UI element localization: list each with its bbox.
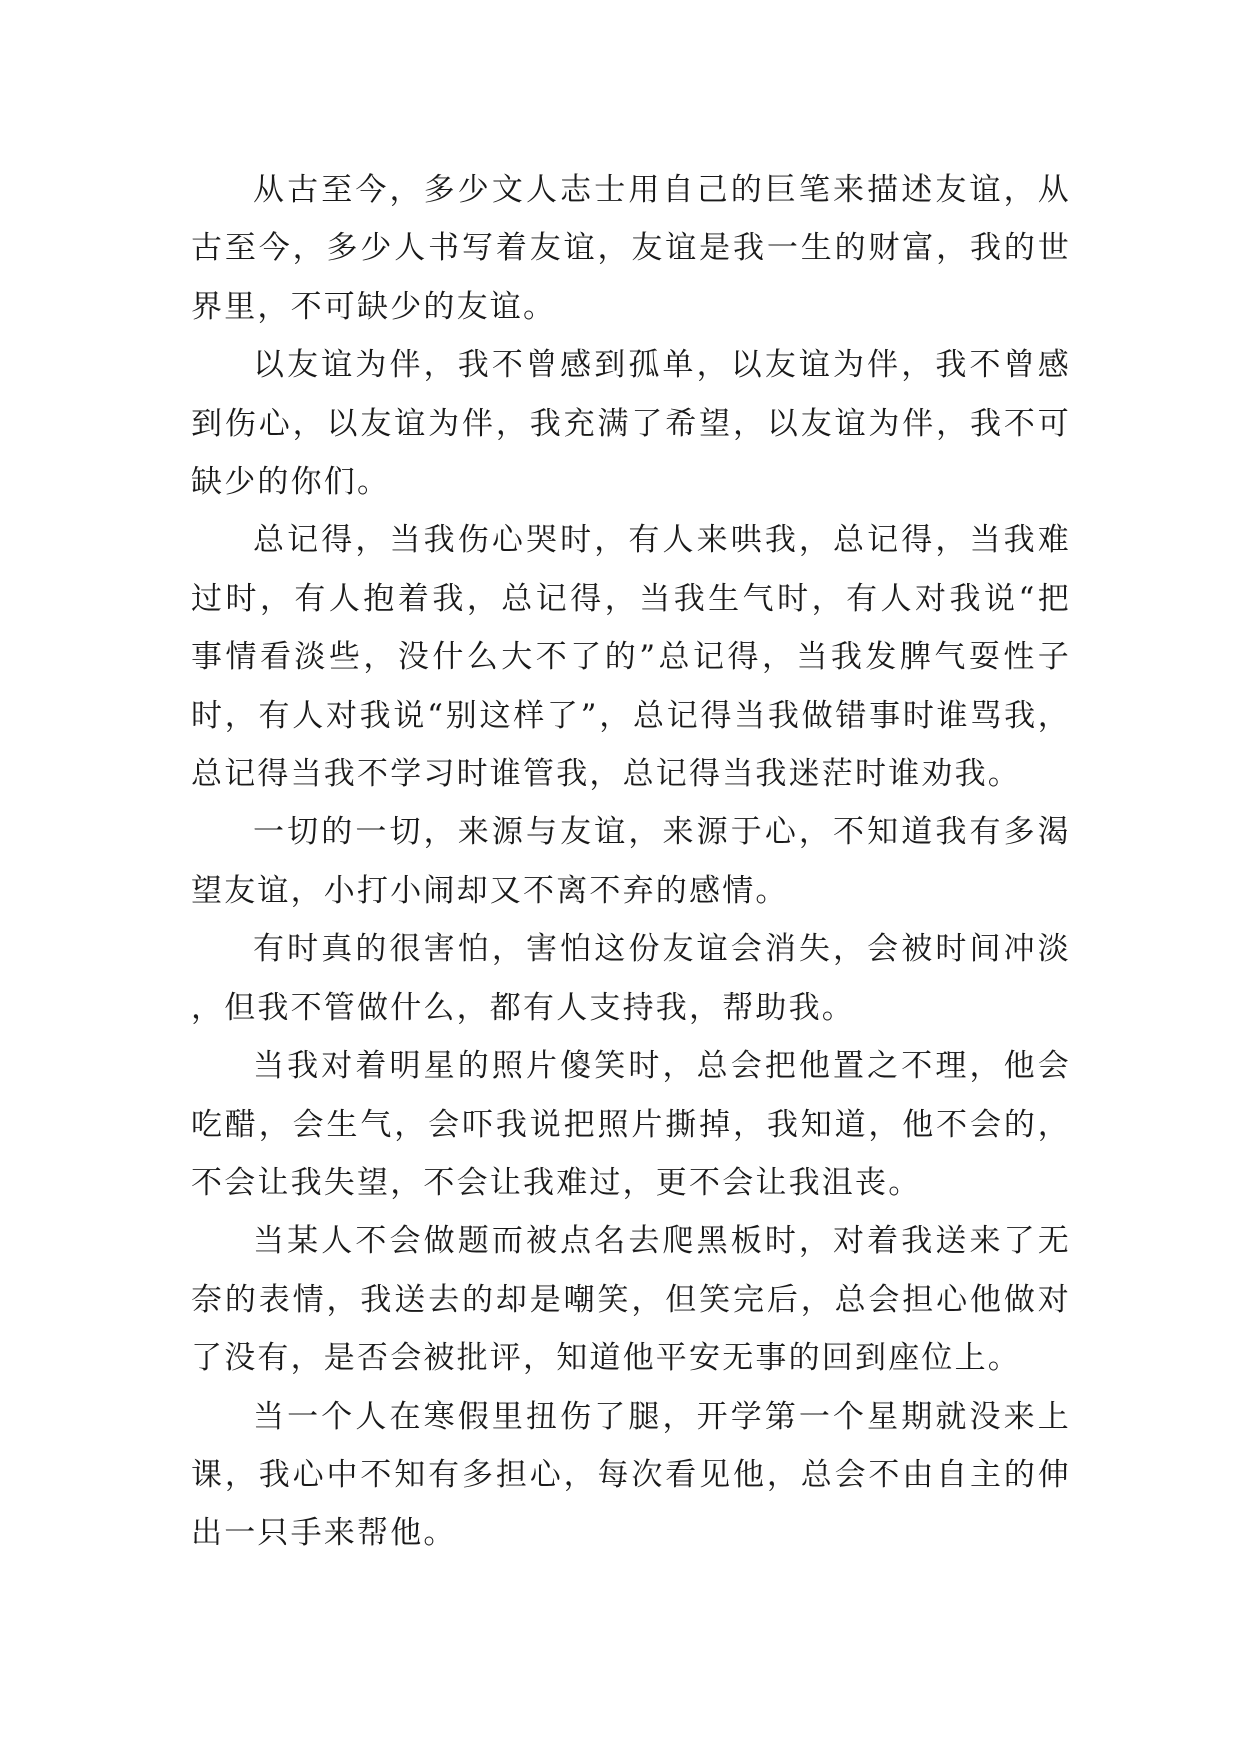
paragraph-3: 总记得，当我伤心哭时，有人来哄我，总记得，当我难过时，有人抱着我，总记得，当我生气时，有人对我说“把事情看淡些，没什么大不了的”总记得，当我发脾气耍性子时，有人对我说“别这样了”，总记得当我做错事时谁骂我，总记得当我不学习时谁管我，总记得当我迷茫时谁劝我。 <box>191 522 1071 793</box>
document-body <box>191 161 1071 1563</box>
paragraph-8: 当一个人在寒假里扭伤了腿，开学第一个星期就没来上课，我心中不知有多担心，每次看见他，总会不由自主的伸出一只手来帮他。 <box>191 1398 1071 1552</box>
paragraph-4: 一切的一切，来源与友谊，来源于心，不知道我有多渴望友谊，小打小闹却又不离不弃的感情。 <box>191 814 1071 909</box>
paragraph-5: 有时真的很害怕，害怕这份友谊会消失，会被时间冲淡，但我不管做什么，都有人支持我，帮助我。 <box>191 931 1071 1026</box>
paragraph-2: 以友谊为伴，我不曾感到孤单，以友谊为伴，我不曾感到伤心，以友谊为伴，我充满了希望，以友谊为伴，我不可缺少的你们。 <box>191 347 1071 501</box>
paragraph-1: 从古至今，多少文人志士用自己的巨笔来描述友谊，从古至今，多少人书写着友谊，友谊是我一生的财富，我的世界里，不可缺少的友谊。 <box>191 172 1071 325</box>
paragraph-6: 当我对着明星的照片傻笑时，总会把他置之不理，他会吃醋，会生气，会吓我说把照片撕掉，我知道，他不会的，不会让我失望，不会让我难过，更不会让我沮丧。 <box>191 1048 1071 1201</box>
paragraph-7: 当某人不会做题而被点名去爬黑板时，对着我送来了无奈的表情，我送去的却是嘲笑，但笑完后，总会担心他做对了没有，是否会被批评，知道他平安无事的回到座位上。 <box>191 1223 1071 1377</box>
